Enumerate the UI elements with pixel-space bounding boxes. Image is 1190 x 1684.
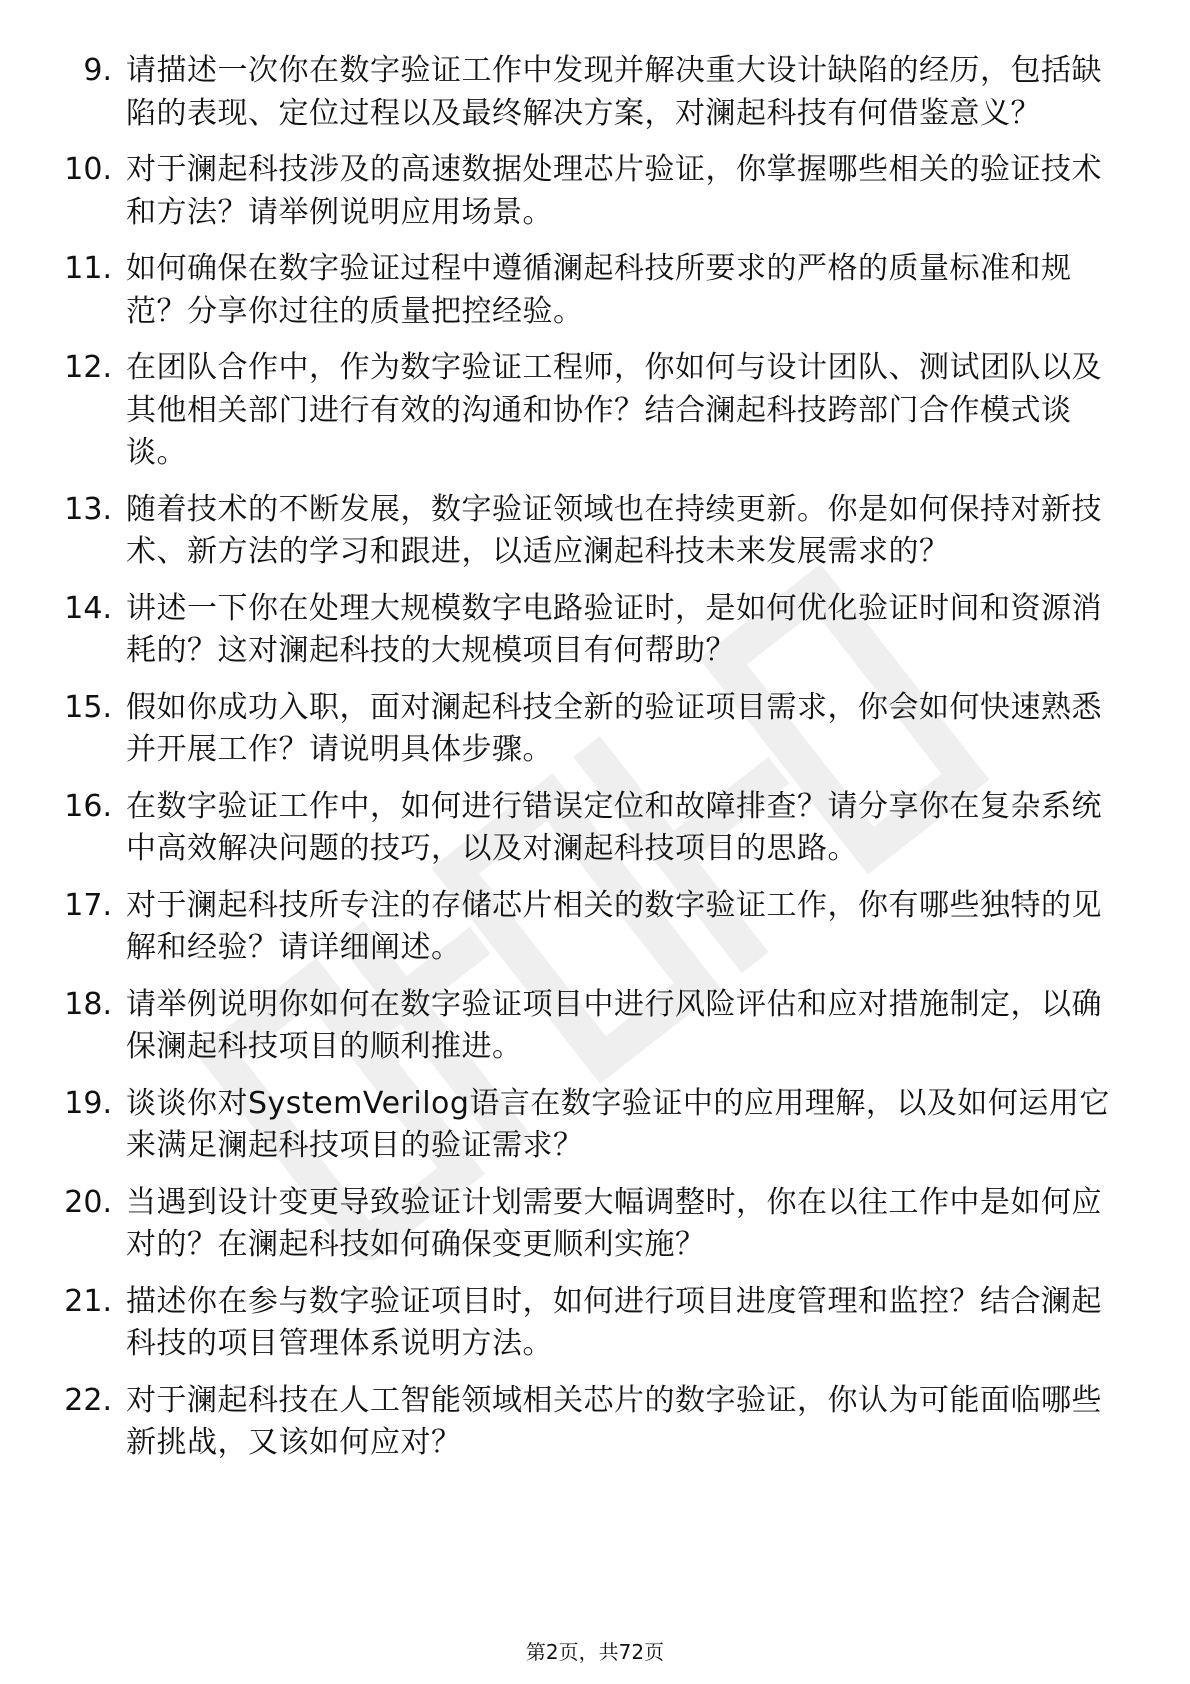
question-number: 15. [64,689,112,725]
question-text: 请举例说明你如何在数字验证项目中进行风险评估和应对措施制定，以确保澜起科技项目的顺利推进。 [126,986,1102,1064]
question-text: 在数字验证工作中，如何进行错误定位和故障排查？请分享你在复杂系统中高效解决问题的技巧，以及对澜起科技项目的思路。 [126,788,1102,866]
question-item [0,1380,1116,1465]
question-text: 假如你成功入职，面对澜起科技全新的验证项目需求，你会如何快速熟悉并开展工作？请说明具体步骤。 [126,689,1102,767]
question-item [0,687,1116,772]
page-footer: 第2页，共72页 [525,1640,665,1664]
question-number: 16. [64,788,112,824]
question-item [0,50,1116,135]
question-text: 如何确保在数字验证过程中遵循澜起科技所要求的严格的质量标准和规范？分享你过往的质量把控经验。 [126,251,1072,329]
question-text: 谈谈你对SystemVerilog语言在数字验证中的应用理解，以及如何运用它来满足澜起科技项目的验证需求？ [126,1085,1110,1163]
question-number: 14. [64,590,112,626]
question-item [0,1083,1116,1168]
question-list [0,50,1190,1479]
question-item [0,149,1116,234]
question-text: 请描述一次你在数字验证工作中发现并解决重大设计缺陷的经历，包括缺陷的表现、定位过程以及最终解决方案，对澜起科技有何借鉴意义？ [126,53,1102,131]
question-text: 当遇到设计变更导致验证计划需要大幅调整时，你在以往工作中是如何应对的？在澜起科技如何确保变更顺利实施？ [126,1184,1102,1262]
question-text: 对于澜起科技所专注的存储芯片相关的数字验证工作，你有哪些独特的见解和经验？请详细阐述。 [126,887,1102,965]
question-number: 10. [64,152,112,187]
question-item [0,786,1116,871]
question-item [0,1182,1116,1267]
question-item [0,1281,1116,1366]
question-text: 对于澜起科技在人工智能领域相关芯片的数字验证，你认为可能面临哪些新挑战，又该如何应对？ [126,1382,1102,1460]
question-item [0,489,1116,574]
question-number: 12. [64,350,112,385]
question-text: 讲述一下你在处理大规模数字电路验证时，是如何优化验证时间和资源消耗的？这对澜起科技的大规模项目有何帮助？ [126,590,1102,668]
question-number: 22. [64,1382,112,1418]
question-item [0,885,1116,970]
question-text: 在团队合作中，作为数字验证工程师，你如何与设计团队、测试团队以及其他相关部门进行有效的沟通和协作？结合澜起科技跨部门合作模式谈谈。 [126,350,1102,470]
question-number: 17. [64,887,112,923]
question-item [0,248,1116,333]
question-number: 18. [64,986,112,1022]
question-number: 19. [64,1085,112,1121]
question-number: 11. [64,251,112,286]
question-number: 20. [64,1184,112,1220]
question-text: 描述你在参与数字验证项目时，如何进行项目进度管理和监控？结合澜起科技的项目管理体系说明方法。 [126,1283,1102,1361]
question-item [0,347,1116,475]
question-number: 9. [83,53,112,88]
question-number: 13. [64,491,112,527]
question-text: 对于澜起科技涉及的高速数据处理芯片验证，你掌握哪些相关的验证技术和方法？请举例说明应用场景。 [126,152,1102,230]
question-number: 21. [64,1283,112,1319]
question-item [0,984,1116,1069]
question-item [0,588,1116,673]
question-text: 随着技术的不断发展，数字验证领域也在持续更新。你是如何保持对新技术、新方法的学习和跟进，以适应澜起科技未来发展需求的？ [126,491,1102,569]
